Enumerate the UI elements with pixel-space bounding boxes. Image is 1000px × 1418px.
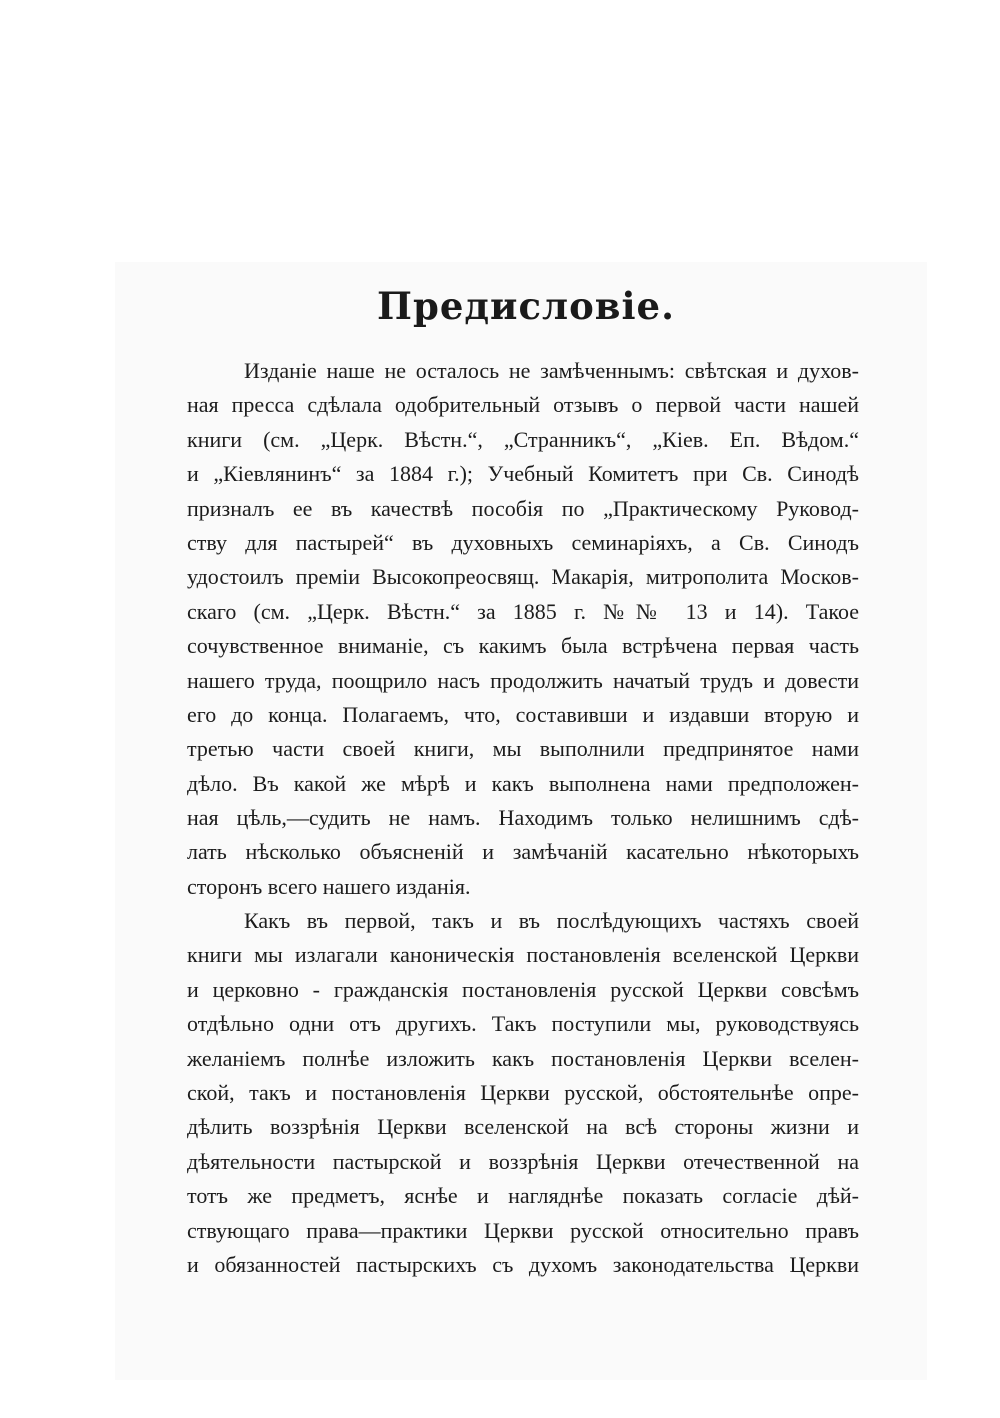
text-line: и „Кіевлянинъ“ за 1884 г.); Учебный Комитетъ при Св. Синодѣ xyxy=(187,461,859,487)
text-line: скаго (см. „Церк. Вѣстн.“ за 1885 г. №№ 13 и 14). Такое xyxy=(187,598,859,624)
text-line: призналъ ее въ качествѣ пособія по „Практическому Руковод- xyxy=(187,495,859,521)
text-line: дѣятельности пастырской и воззрѣнія Церкви отечественной на xyxy=(187,1148,859,1174)
text-line: книги мы излагали каноническія постановленія вселенской Церкви xyxy=(187,942,859,968)
text-line: дѣлить воззрѣнія Церкви вселенской на всѣ стороны жизни и xyxy=(187,1114,859,1140)
text-line: ству для пастырей“ въ духовныхъ семинаріяхъ, а Св. Синодъ xyxy=(187,529,859,555)
text-line: удостоилъ преміи Высокопреосвящ. Макарія, митрополита Москов- xyxy=(187,564,859,590)
text-line: книги (см. „Церк. Вѣстн.“, „Странникъ“, „Кіев. Еп. Вѣдом.“ xyxy=(187,426,859,452)
text-line: дѣло. Въ какой же мѣрѣ и какъ выполнена нами предположен- xyxy=(187,770,859,796)
text-line: лать нѣсколько объясненій и замѣчаній касательно нѣкоторыхъ xyxy=(187,839,859,865)
text-line: его до конца. Полагаемъ, что, составивши и издавши вторую и xyxy=(187,701,859,727)
text-line: тотъ же предметъ, яснѣе и нагляднѣе показать согласіе дѣй- xyxy=(187,1183,859,1209)
paragraph-1 xyxy=(187,354,859,904)
text-line: нашего труда, поощрило насъ продолжить начатый трудъ и довести xyxy=(187,667,859,693)
paragraph-2 xyxy=(187,904,859,1282)
text-line: ная пресса сдѣлала одобрительный отзывъ о первой части нашей xyxy=(187,392,859,418)
text-line: ная цѣль,—судить не намъ. Находимъ только нелишнимъ сдѣ- xyxy=(187,805,859,831)
text-line: ствующаго права—практики Церкви русской относительно правъ xyxy=(187,1217,859,1243)
text-line: сторонъ всего нашего изданія. xyxy=(187,873,471,899)
text-line: третью части своей книги, мы выполнили предпринятое нами xyxy=(187,736,859,762)
text-line: и обязанностей пастырскихъ съ духомъ законодательства Церкви xyxy=(187,1251,859,1277)
text-line: сочувственное вниманіе, съ какимъ была встрѣчена первая часть xyxy=(187,633,859,659)
text-line: отдѣльно одни отъ другихъ. Такъ поступили мы, руководствуясь xyxy=(187,1011,859,1037)
text-line: и церковно - гражданскія постановленія русской Церкви совсѣмъ xyxy=(187,976,859,1002)
text-line: желаніемъ полнѣе изложить какъ постановленія Церкви вселен- xyxy=(187,1045,859,1071)
text-line: Какъ въ первой, такъ и въ послѣдующихъ частяхъ своей xyxy=(244,908,859,933)
text-line: Изданіе наше не осталось не замѣченнымъ: свѣтская и духов- xyxy=(244,358,859,383)
page-title: Предисловіе. xyxy=(377,284,675,328)
text-line: ской, такъ и постановленія Церкви русской, обстоятельнѣе опре- xyxy=(187,1079,859,1105)
